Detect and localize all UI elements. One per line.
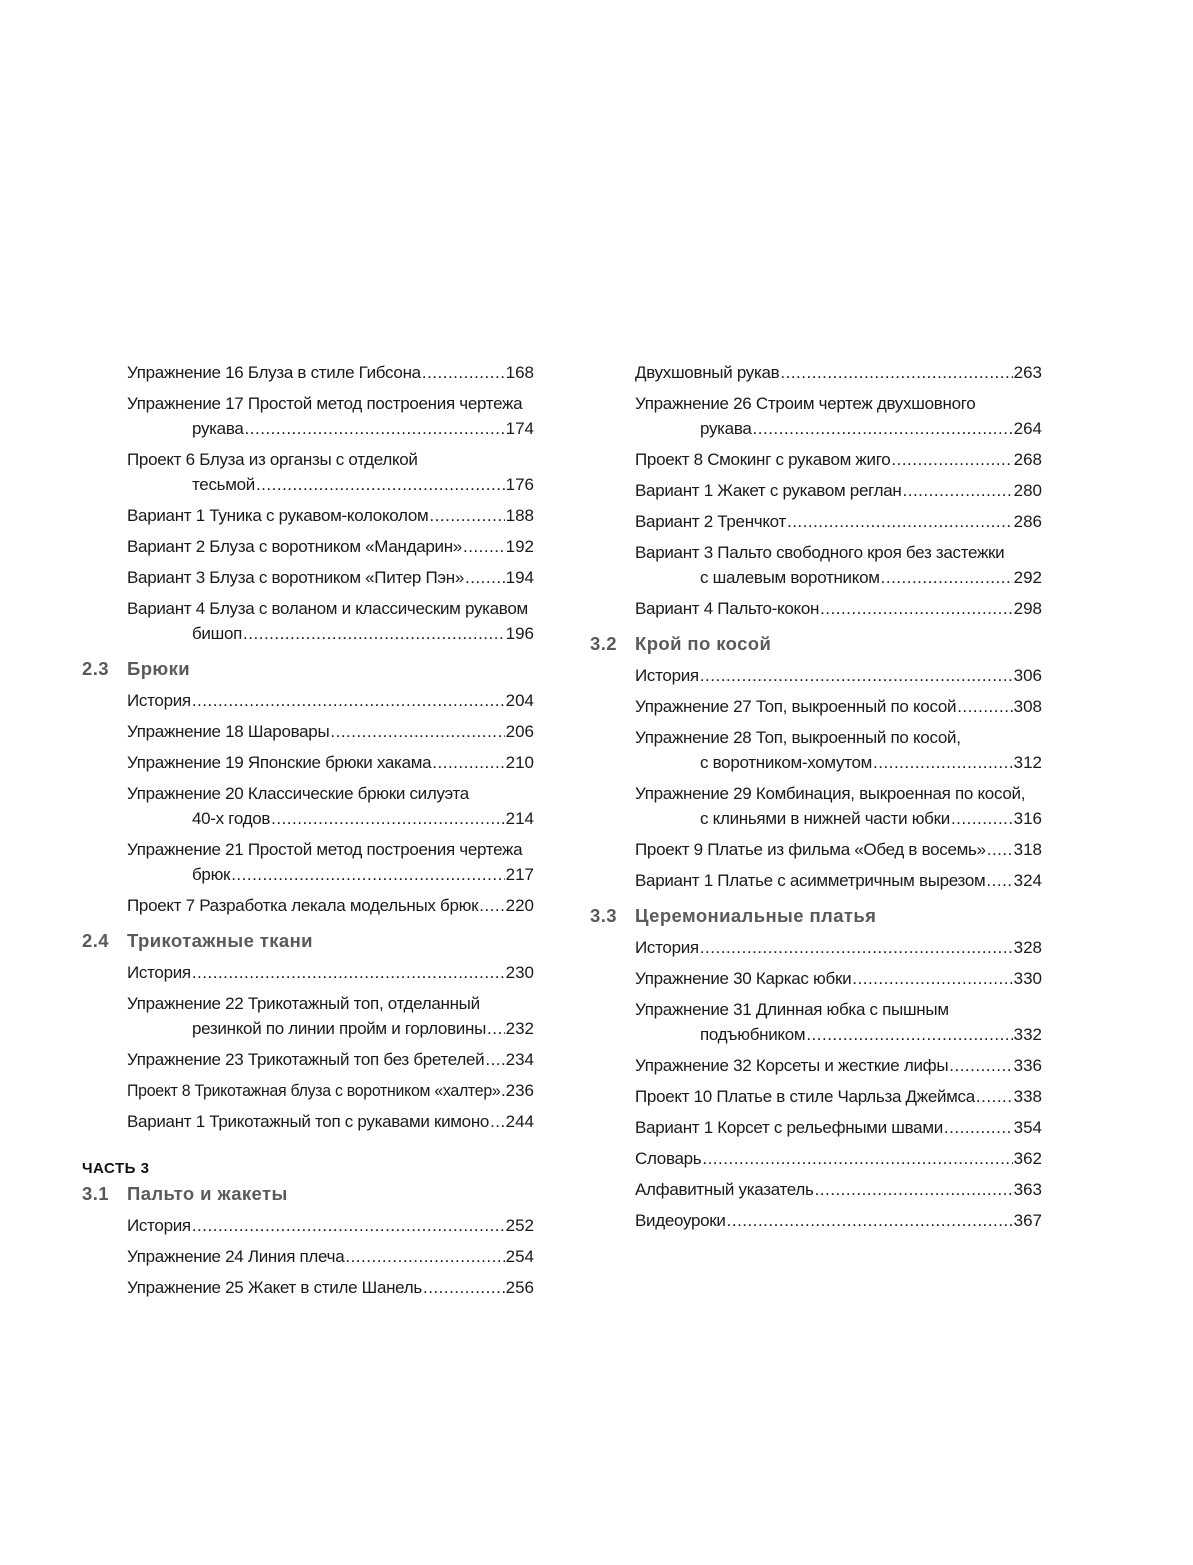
toc-entry <box>635 447 1042 472</box>
page-number: 363 <box>1013 1180 1042 1199</box>
toc-entry-title: тесьмой <box>192 475 255 494</box>
toc-entry-line <box>635 1177 1042 1202</box>
toc-entry <box>127 781 534 831</box>
page-number: 232 <box>505 1019 534 1038</box>
toc-entry-line <box>127 1016 534 1041</box>
page-number: 286 <box>1013 512 1042 531</box>
dot-leader <box>330 719 504 744</box>
toc-entry <box>127 534 534 559</box>
section-heading <box>590 633 1042 655</box>
page-number: 230 <box>505 963 534 982</box>
toc-entry <box>635 1115 1042 1140</box>
dot-leader <box>432 750 504 775</box>
dot-leader <box>192 688 505 713</box>
page-number: 204 <box>505 691 534 710</box>
toc-entry-title: бишоп <box>192 624 243 643</box>
dot-leader <box>423 1275 505 1300</box>
dot-leader <box>986 868 1012 893</box>
toc-entry-line <box>635 868 1042 893</box>
page-number: 234 <box>505 1050 534 1069</box>
toc-entry-title: История <box>127 1216 191 1235</box>
toc-entry-title: Проект 7 Разработка лекала модельных брюк <box>127 896 479 915</box>
toc-entry-title: Упражнение 20 Классические брюки силуэта <box>127 784 469 803</box>
toc-entry-line <box>635 725 1042 750</box>
dot-leader <box>700 663 1013 688</box>
dot-leader <box>465 565 505 590</box>
toc-entry <box>127 1047 534 1072</box>
toc-entry-line <box>635 997 1042 1022</box>
toc-entry <box>635 1053 1042 1078</box>
toc-entry <box>127 1078 534 1103</box>
section-number: 2.3 <box>82 658 109 679</box>
dot-leader <box>987 837 1013 862</box>
toc-entry-line <box>127 688 534 713</box>
toc-entry-line <box>635 1208 1042 1233</box>
page-number: 176 <box>505 475 534 494</box>
toc-entry-title: брюк <box>192 865 231 884</box>
dot-leader <box>873 750 1013 775</box>
toc-block <box>82 960 534 1134</box>
toc-entry-title: Упражнение 18 Шаровары <box>127 722 330 741</box>
toc-entry-title: Вариант 2 Тренчкот <box>635 512 786 531</box>
page-number: 306 <box>1013 666 1042 685</box>
toc-entry <box>635 391 1042 441</box>
toc-entry-title: История <box>127 691 191 710</box>
page-number: 354 <box>1013 1118 1042 1137</box>
toc-entry-line <box>635 966 1042 991</box>
page-number: 292 <box>1013 568 1042 587</box>
toc-entry <box>635 540 1042 590</box>
toc-entry <box>635 837 1042 862</box>
toc-entry-line <box>127 1244 534 1269</box>
toc-entry <box>127 391 534 441</box>
toc-entry <box>635 935 1042 960</box>
dot-leader <box>780 360 1012 385</box>
toc-entry-line <box>127 472 534 497</box>
dot-leader <box>192 1213 505 1238</box>
toc-entry-line <box>127 391 534 416</box>
toc-entry-line <box>635 391 1042 416</box>
toc-entry <box>635 1177 1042 1202</box>
dot-leader <box>957 694 1012 719</box>
toc-block <box>590 663 1042 893</box>
toc-entry <box>127 837 534 887</box>
dot-leader <box>727 1208 1013 1233</box>
toc-entry-line <box>635 935 1042 960</box>
page-number: 328 <box>1013 938 1042 957</box>
page-number: 256 <box>505 1278 534 1297</box>
page-number: 254 <box>505 1247 534 1266</box>
dot-leader <box>700 935 1013 960</box>
toc-entry-line <box>635 565 1042 590</box>
toc-entry-line <box>635 837 1042 862</box>
dot-leader <box>951 806 1013 831</box>
toc-entry-line <box>127 806 534 831</box>
dot-leader <box>256 472 505 497</box>
dot-leader <box>345 1244 504 1269</box>
toc-entry-title: Вариант 1 Трикотажный топ с рукавами кимоно <box>127 1112 490 1131</box>
toc-entry <box>635 360 1042 385</box>
dot-leader <box>422 360 505 385</box>
toc-entry <box>127 688 534 713</box>
section-title: Церемониальные платья <box>635 905 877 926</box>
toc-entry-title: рукава <box>192 419 244 438</box>
dot-leader <box>753 416 1013 441</box>
toc-entry-line <box>635 360 1042 385</box>
toc-entry <box>127 991 534 1041</box>
toc-entry-line <box>127 534 534 559</box>
toc-entry-line <box>127 621 534 646</box>
toc-entry <box>635 478 1042 503</box>
toc-entry-line <box>635 416 1042 441</box>
toc-entry-title: Упражнение 28 Топ, выкроенный по косой, <box>635 728 961 747</box>
toc-entry-title: Видеоуроки <box>635 1211 726 1230</box>
page-number: 330 <box>1013 969 1042 988</box>
page-number: 244 <box>505 1112 534 1131</box>
page-number: 308 <box>1013 697 1042 716</box>
toc-entry <box>635 1208 1042 1233</box>
toc-entry-line <box>635 1022 1042 1047</box>
toc-block <box>82 360 534 646</box>
toc-entry-line <box>127 1047 534 1072</box>
toc-entry-line <box>127 991 534 1016</box>
toc-entry-title: Вариант 1 Жакет с рукавом реглан <box>635 481 902 500</box>
dot-leader <box>479 893 504 918</box>
toc-entry-line <box>127 416 534 441</box>
toc-entry-title: Вариант 4 Блуза с воланом и классическим рукавом <box>127 599 528 618</box>
dot-leader <box>485 1047 504 1072</box>
toc-entry-title: Упражнение 31 Длинная юбка с пышным <box>635 1000 949 1019</box>
toc-entry-title: Упражнение 25 Жакет в стиле Шанель <box>127 1278 422 1297</box>
toc-entry-title: рукава <box>700 419 752 438</box>
toc-entry <box>635 781 1042 831</box>
toc-entry <box>635 997 1042 1047</box>
dot-leader <box>881 565 1013 590</box>
page-number: 174 <box>505 419 534 438</box>
section-title: Крой по косой <box>635 633 772 654</box>
toc-entry-title: резинкой по линии пройм и горловины <box>192 1019 487 1038</box>
toc-entry-title: Вариант 3 Блуза с воротником «Питер Пэн» <box>127 568 464 587</box>
toc-block <box>82 1213 534 1300</box>
toc-entry-line <box>127 781 534 806</box>
page-number: 324 <box>1013 871 1042 890</box>
dot-leader <box>243 621 505 646</box>
toc-entry-line <box>127 719 534 744</box>
toc-entry-title: с воротником-хомутом <box>700 753 873 772</box>
section-title: Брюки <box>127 658 191 679</box>
toc-entry-line <box>127 1275 534 1300</box>
toc-entry <box>635 663 1042 688</box>
section-heading <box>82 658 534 680</box>
dot-leader <box>852 966 1012 991</box>
toc-entry-title: Упражнение 19 Японские брюки хакама <box>127 753 432 772</box>
toc-entry <box>127 447 534 497</box>
dot-leader <box>501 1078 505 1103</box>
toc-entry-title: 40-х годов <box>192 809 271 828</box>
page-number: 312 <box>1013 753 1042 772</box>
toc-entry <box>635 725 1042 775</box>
toc-entry-line <box>635 540 1042 565</box>
toc-entry-title: Упражнение 26 Строим чертеж двухшовного <box>635 394 976 413</box>
toc-entry-title: Вариант 1 Корсет с рельефными швами <box>635 1118 943 1137</box>
toc-entry-title: Проект 6 Блуза из органзы с отделкой <box>127 450 418 469</box>
dot-leader <box>820 596 1013 621</box>
toc-entry-line <box>127 960 534 985</box>
toc-entry <box>635 868 1042 893</box>
toc-entry-line <box>635 694 1042 719</box>
toc-entry-line <box>635 1053 1042 1078</box>
page-number: 367 <box>1013 1211 1042 1230</box>
toc-entry-line <box>635 447 1042 472</box>
toc-entry-line <box>635 509 1042 534</box>
dot-leader <box>787 509 1013 534</box>
toc-entry-title: Проект 9 Платье из фильма «Обед в восемь» <box>635 840 986 859</box>
toc-entry-title: Словарь <box>635 1149 702 1168</box>
toc-entry-title: подъюбником <box>700 1025 806 1044</box>
toc-block <box>590 360 1042 621</box>
toc-entry-title: Вариант 1 Туника с рукавом-колоколом <box>127 506 429 525</box>
toc-entry <box>127 565 534 590</box>
toc-entry-line <box>635 1084 1042 1109</box>
section-number: 3.3 <box>590 905 617 926</box>
toc-entry <box>127 596 534 646</box>
toc-entry <box>127 360 534 385</box>
dot-leader <box>976 1084 1013 1109</box>
toc-entry-title: История <box>635 938 699 957</box>
page-number: 168 <box>505 363 534 382</box>
toc-entry <box>635 596 1042 621</box>
toc-entry-line <box>127 503 534 528</box>
dot-leader <box>944 1115 1013 1140</box>
toc-entry <box>127 1275 534 1300</box>
page-number: 236 <box>505 1081 534 1100</box>
toc-entry-title: Упражнение 16 Блуза в стиле Гибсона <box>127 363 421 382</box>
toc-entry-title: Алфавитный указатель <box>635 1180 814 1199</box>
toc-entry <box>635 694 1042 719</box>
toc-entry-line <box>127 565 534 590</box>
dot-leader <box>702 1146 1012 1171</box>
toc-entry <box>127 1109 534 1134</box>
toc-entry-title: История <box>635 666 699 685</box>
section-heading <box>590 905 1042 927</box>
toc-entry <box>127 1244 534 1269</box>
toc-entry-line <box>127 750 534 775</box>
toc-block <box>82 688 534 918</box>
page-number: 206 <box>505 722 534 741</box>
toc-entry-line <box>127 893 534 918</box>
toc-entry-line <box>127 837 534 862</box>
page-number: 194 <box>505 568 534 587</box>
page-number: 210 <box>505 753 534 772</box>
dot-leader <box>192 960 505 985</box>
part-heading: ЧАСТЬ 3 <box>82 1160 150 1177</box>
toc-entry-title: Проект 8 Смокинг с рукавом жиго <box>635 450 891 469</box>
toc-entry-title: Упражнение 27 Топ, выкроенный по косой <box>635 697 957 716</box>
dot-leader <box>490 1109 505 1134</box>
dot-leader <box>903 478 1013 503</box>
page-number: 192 <box>505 537 534 556</box>
toc-entry-line <box>127 1213 534 1238</box>
page-number: 268 <box>1013 450 1042 469</box>
dot-leader <box>429 503 504 528</box>
toc-entry-title: Вариант 4 Пальто-кокон <box>635 599 820 618</box>
toc-entry-title: Упражнение 30 Каркас юбки <box>635 969 852 988</box>
section-number: 2.4 <box>82 930 109 951</box>
page-number: 217 <box>505 865 534 884</box>
toc-entry-title: Упражнение 22 Трикотажный топ, отделанный <box>127 994 480 1013</box>
dot-leader <box>271 806 505 831</box>
page-number: 188 <box>505 506 534 525</box>
toc-block <box>590 935 1042 1233</box>
page-number: 338 <box>1013 1087 1042 1106</box>
toc-entry-title: История <box>127 963 191 982</box>
dot-leader <box>245 416 505 441</box>
dot-leader <box>891 447 1012 472</box>
toc-entry <box>127 960 534 985</box>
toc-entry-title: Упражнение 21 Простой метод построения чертежа <box>127 840 523 859</box>
toc-entry-title: с клиньями в нижней части юбки <box>700 809 950 828</box>
toc-entry-title: с шалевым воротником <box>700 568 880 587</box>
page-number: 220 <box>505 896 534 915</box>
section-title: Трикотажные ткани <box>127 930 313 951</box>
toc-entry <box>127 893 534 918</box>
toc-entry-title: Упражнение 23 Трикотажный топ без бретелей <box>127 1050 485 1069</box>
page-number: 332 <box>1013 1025 1042 1044</box>
section-number: 3.1 <box>82 1183 109 1204</box>
toc-entry <box>635 1146 1042 1171</box>
section-heading <box>82 930 534 952</box>
dot-leader <box>487 1016 505 1041</box>
page-number: 280 <box>1013 481 1042 500</box>
toc-entry-line <box>635 596 1042 621</box>
toc-entry-title: Двухшовный рукав <box>635 363 780 382</box>
toc-entry-line <box>635 781 1042 806</box>
page-number: 264 <box>1013 419 1042 438</box>
toc-entry-title: Вариант 1 Платье с асимметричным вырезом <box>635 871 986 890</box>
toc-entry-line <box>635 750 1042 775</box>
toc-entry-line <box>127 360 534 385</box>
section-title: Пальто и жакеты <box>127 1183 288 1204</box>
toc-entry <box>635 509 1042 534</box>
toc-entry-title: Проект 8 Трикотажная блуза с воротником «халтер» <box>127 1081 501 1100</box>
toc-entry <box>127 503 534 528</box>
toc-entry-line <box>127 447 534 472</box>
section-heading <box>82 1183 534 1205</box>
page-number: 336 <box>1013 1056 1042 1075</box>
page-number: 252 <box>505 1216 534 1235</box>
toc-left-column <box>82 360 534 1306</box>
toc-entry-title: Упражнение 17 Простой метод построения чертежа <box>127 394 523 413</box>
toc-entry-title: Упражнение 32 Корсеты и жесткие лифы <box>635 1056 949 1075</box>
toc-entry-line <box>127 1109 534 1134</box>
toc-entry-title: Вариант 2 Блуза с воротником «Мандарин» <box>127 537 462 556</box>
toc-entry-title: Упражнение 29 Комбинация, выкроенная по косой, <box>635 784 1026 803</box>
toc-entry-line <box>635 478 1042 503</box>
toc-entry-line <box>635 1146 1042 1171</box>
dot-leader <box>949 1053 1012 1078</box>
toc-entry <box>127 719 534 744</box>
toc-entry-line <box>127 862 534 887</box>
dot-leader <box>463 534 505 559</box>
page-number: 298 <box>1013 599 1042 618</box>
section-number: 3.2 <box>590 633 617 654</box>
toc-entry-line <box>635 1115 1042 1140</box>
toc-entry-title: Упражнение 24 Линия плеча <box>127 1247 345 1266</box>
toc-entry <box>635 1084 1042 1109</box>
toc-right-column <box>590 360 1042 1239</box>
dot-leader <box>231 862 504 887</box>
dot-leader <box>815 1177 1013 1202</box>
toc-entry-title: Проект 10 Платье в стиле Чарльза Джеймса <box>635 1087 975 1106</box>
page-number: 318 <box>1013 840 1042 859</box>
page-number: 316 <box>1013 809 1042 828</box>
toc-entry-line <box>635 806 1042 831</box>
page-number: 196 <box>505 624 534 643</box>
page-number: 362 <box>1013 1149 1042 1168</box>
toc-entry <box>127 750 534 775</box>
toc-entry <box>127 1213 534 1238</box>
toc-entry <box>635 966 1042 991</box>
dot-leader <box>806 1022 1012 1047</box>
toc-entry-title: Вариант 3 Пальто свободного кроя без застежки <box>635 543 1005 562</box>
toc-entry-line <box>635 663 1042 688</box>
page-number: 214 <box>505 809 534 828</box>
toc-entry-line <box>127 596 534 621</box>
page-number: 263 <box>1013 363 1042 382</box>
toc-entry-line <box>127 1078 534 1103</box>
